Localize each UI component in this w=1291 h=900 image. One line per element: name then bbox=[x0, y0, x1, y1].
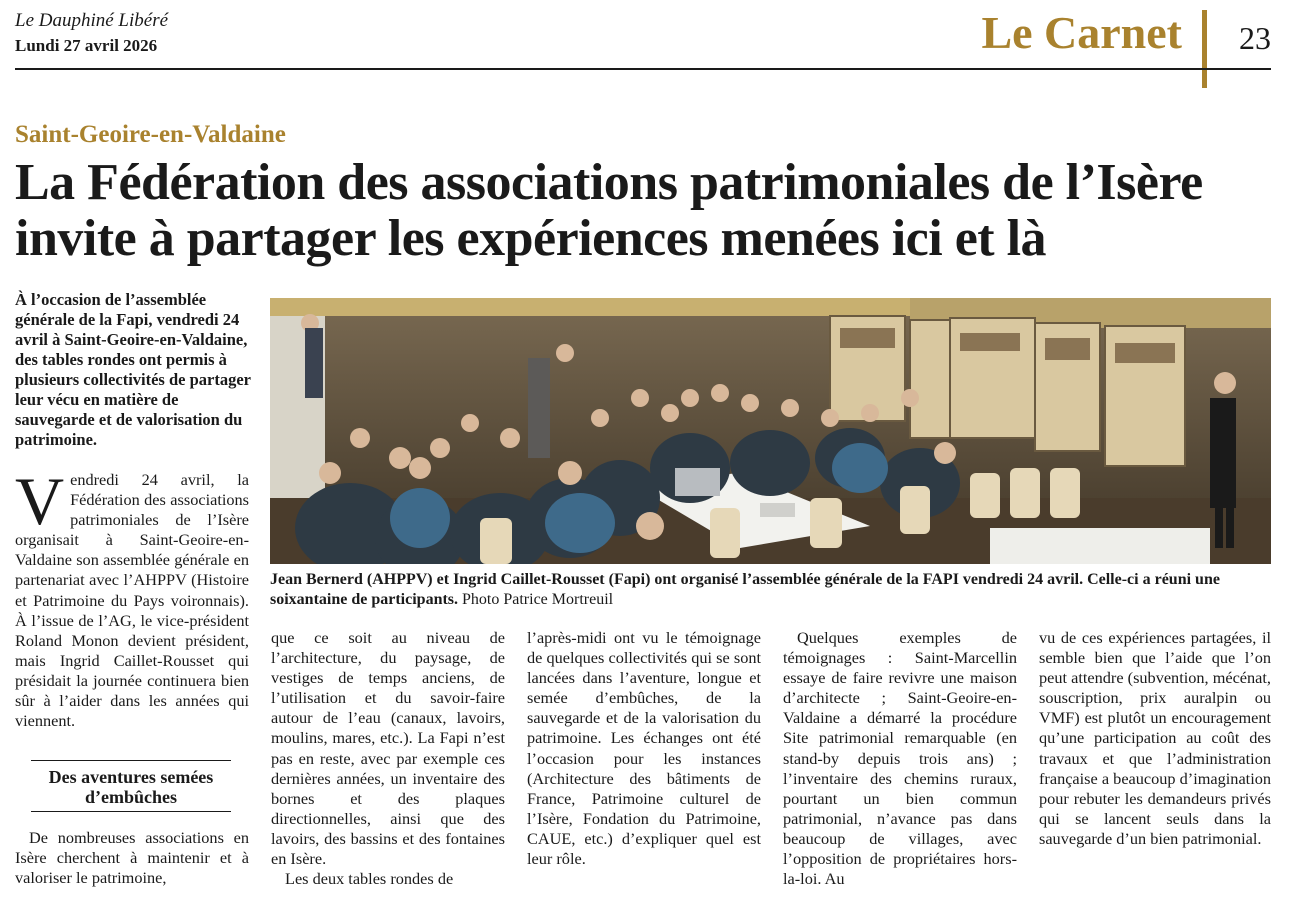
article-column-5 bbox=[1039, 628, 1271, 849]
subhead-rule bbox=[31, 760, 231, 761]
article-column-1-continued bbox=[15, 828, 249, 888]
body-paragraph: Quelques exemples de témoignages : Saint-Marcellin essaye de faire revivre une maison d’architecte ; Saint-Geoire-en-Valdaine a démarré la procédure Site patrimonial remarquable (en stand-by depuis trois ans) ; l’inventaire des chemins ruraux, pourtant un bien commun patrimonial, n’avance pas dans beaucoup de villages, avec l’opposition de propriétaires hors-la-loi. Au bbox=[783, 628, 1017, 889]
photo-credit: Photo Patrice Mortreuil bbox=[462, 591, 614, 608]
section-title: Le Carnet bbox=[981, 7, 1182, 58]
body-paragraph: que ce soit au niveau de l’architecture, du paysage, de vestiges de temps anciens, de l’utilisation et du savoir-faire autour de l’eau (canaux, lavoirs, moulins, mares, etc.). La Fapi n’est pas en reste, avec par exemple ces dernières années, un inventaire des bornes et des plaques directionnelles, ainsi que des lavoirs, des bassins et des fontaines en Isère. bbox=[271, 628, 505, 869]
body-paragraph: endredi 24 avril, la Fédération des associations patrimoniales de l’Isère organisait à Saint-Geoire-en-Valdaine son assemblée générale en partenariat avec l’AHPPV (Histoire et Patrimoine du Pays voironnais). À l’issue de l’AG, le vice-président Roland Monon devient président, mais Ingrid Caillet-Rousset qui présidait la journée continuera bien sûr à l’aider dans les années qui viennent. bbox=[15, 470, 249, 731]
article-column-2 bbox=[271, 628, 505, 889]
article-kicker: Saint-Geoire-en-Valdaine bbox=[15, 121, 286, 148]
body-paragraph: Les deux tables rondes de bbox=[285, 869, 454, 889]
article-subhead: Des aventures semées d’embûches bbox=[48, 767, 214, 807]
photo-illustration bbox=[270, 298, 1271, 564]
headline-line-2: invite à partager les expériences menées ici et là bbox=[15, 210, 1047, 267]
caption-text: Jean Bernerd (AHPPV) et Ingrid Caillet-Rousset (Fapi) ont organisé l’assemblée générale de la FAPI vendredi 24 avril. Celle-ci a réuni une soixantaine de participants. bbox=[270, 571, 1220, 608]
section-divider-bar bbox=[1202, 10, 1207, 88]
article-photo bbox=[270, 298, 1271, 564]
photo-caption bbox=[270, 570, 1271, 610]
drop-cap: V bbox=[15, 463, 65, 539]
body-paragraph: De nombreuses associations en Isère cherchent à maintenir et à valoriser le patrimoine, bbox=[15, 828, 249, 888]
article-column-1 bbox=[15, 463, 249, 731]
article-standfirst: À l’occasion de l’assemblée générale de la Fapi, vendredi 24 avril à Saint-Geoire-en-Valdaine, des tables rondes ont permis à plusieurs collectivités de partager leur vécu en matière de sauvegarde et de valorisation du patrimoine. bbox=[15, 290, 251, 449]
issue-date: Lundi 27 avril 2026 bbox=[15, 36, 158, 55]
article-column-3 bbox=[527, 628, 761, 869]
article-headline bbox=[15, 155, 1275, 267]
newspaper-name: Le Dauphiné Libéré bbox=[15, 10, 169, 31]
headline-line-1: La Fédération des associations patrimoniales de l’Isère bbox=[15, 154, 1203, 211]
header-rule bbox=[15, 68, 1271, 70]
body-paragraph: vu de ces expériences partagées, il semble bien que l’aide que l’on peut attendre (subvention, mécénat, souscription, prix auralpin ou VMF) est plutôt un encouragement qu’une participation au coût des travaux et que l’administration française a beaucoup d’imagination pour rebuter les demandeurs privés qui se lancent seuls dans la sauvegarde d’un bien patrimonial. bbox=[1039, 628, 1271, 848]
subhead-rule bbox=[31, 811, 231, 812]
body-paragraph: l’après-midi ont vu le témoignage de quelques collectivités qui se sont lancées dans l’aventure, longue et semée d’embûches, de la sauvegarde et de la valorisation du patrimoine. Les échanges ont été l’occasion pour les instances (Architecture des bâtiments de France, Patrimoine culturel de l’Isère, Fondation du Patrimoine, CAUE, etc.) d’expliquer quel est leur rôle. bbox=[527, 628, 761, 869]
page-number: 23 bbox=[1239, 20, 1271, 56]
article-column-4 bbox=[783, 628, 1017, 889]
